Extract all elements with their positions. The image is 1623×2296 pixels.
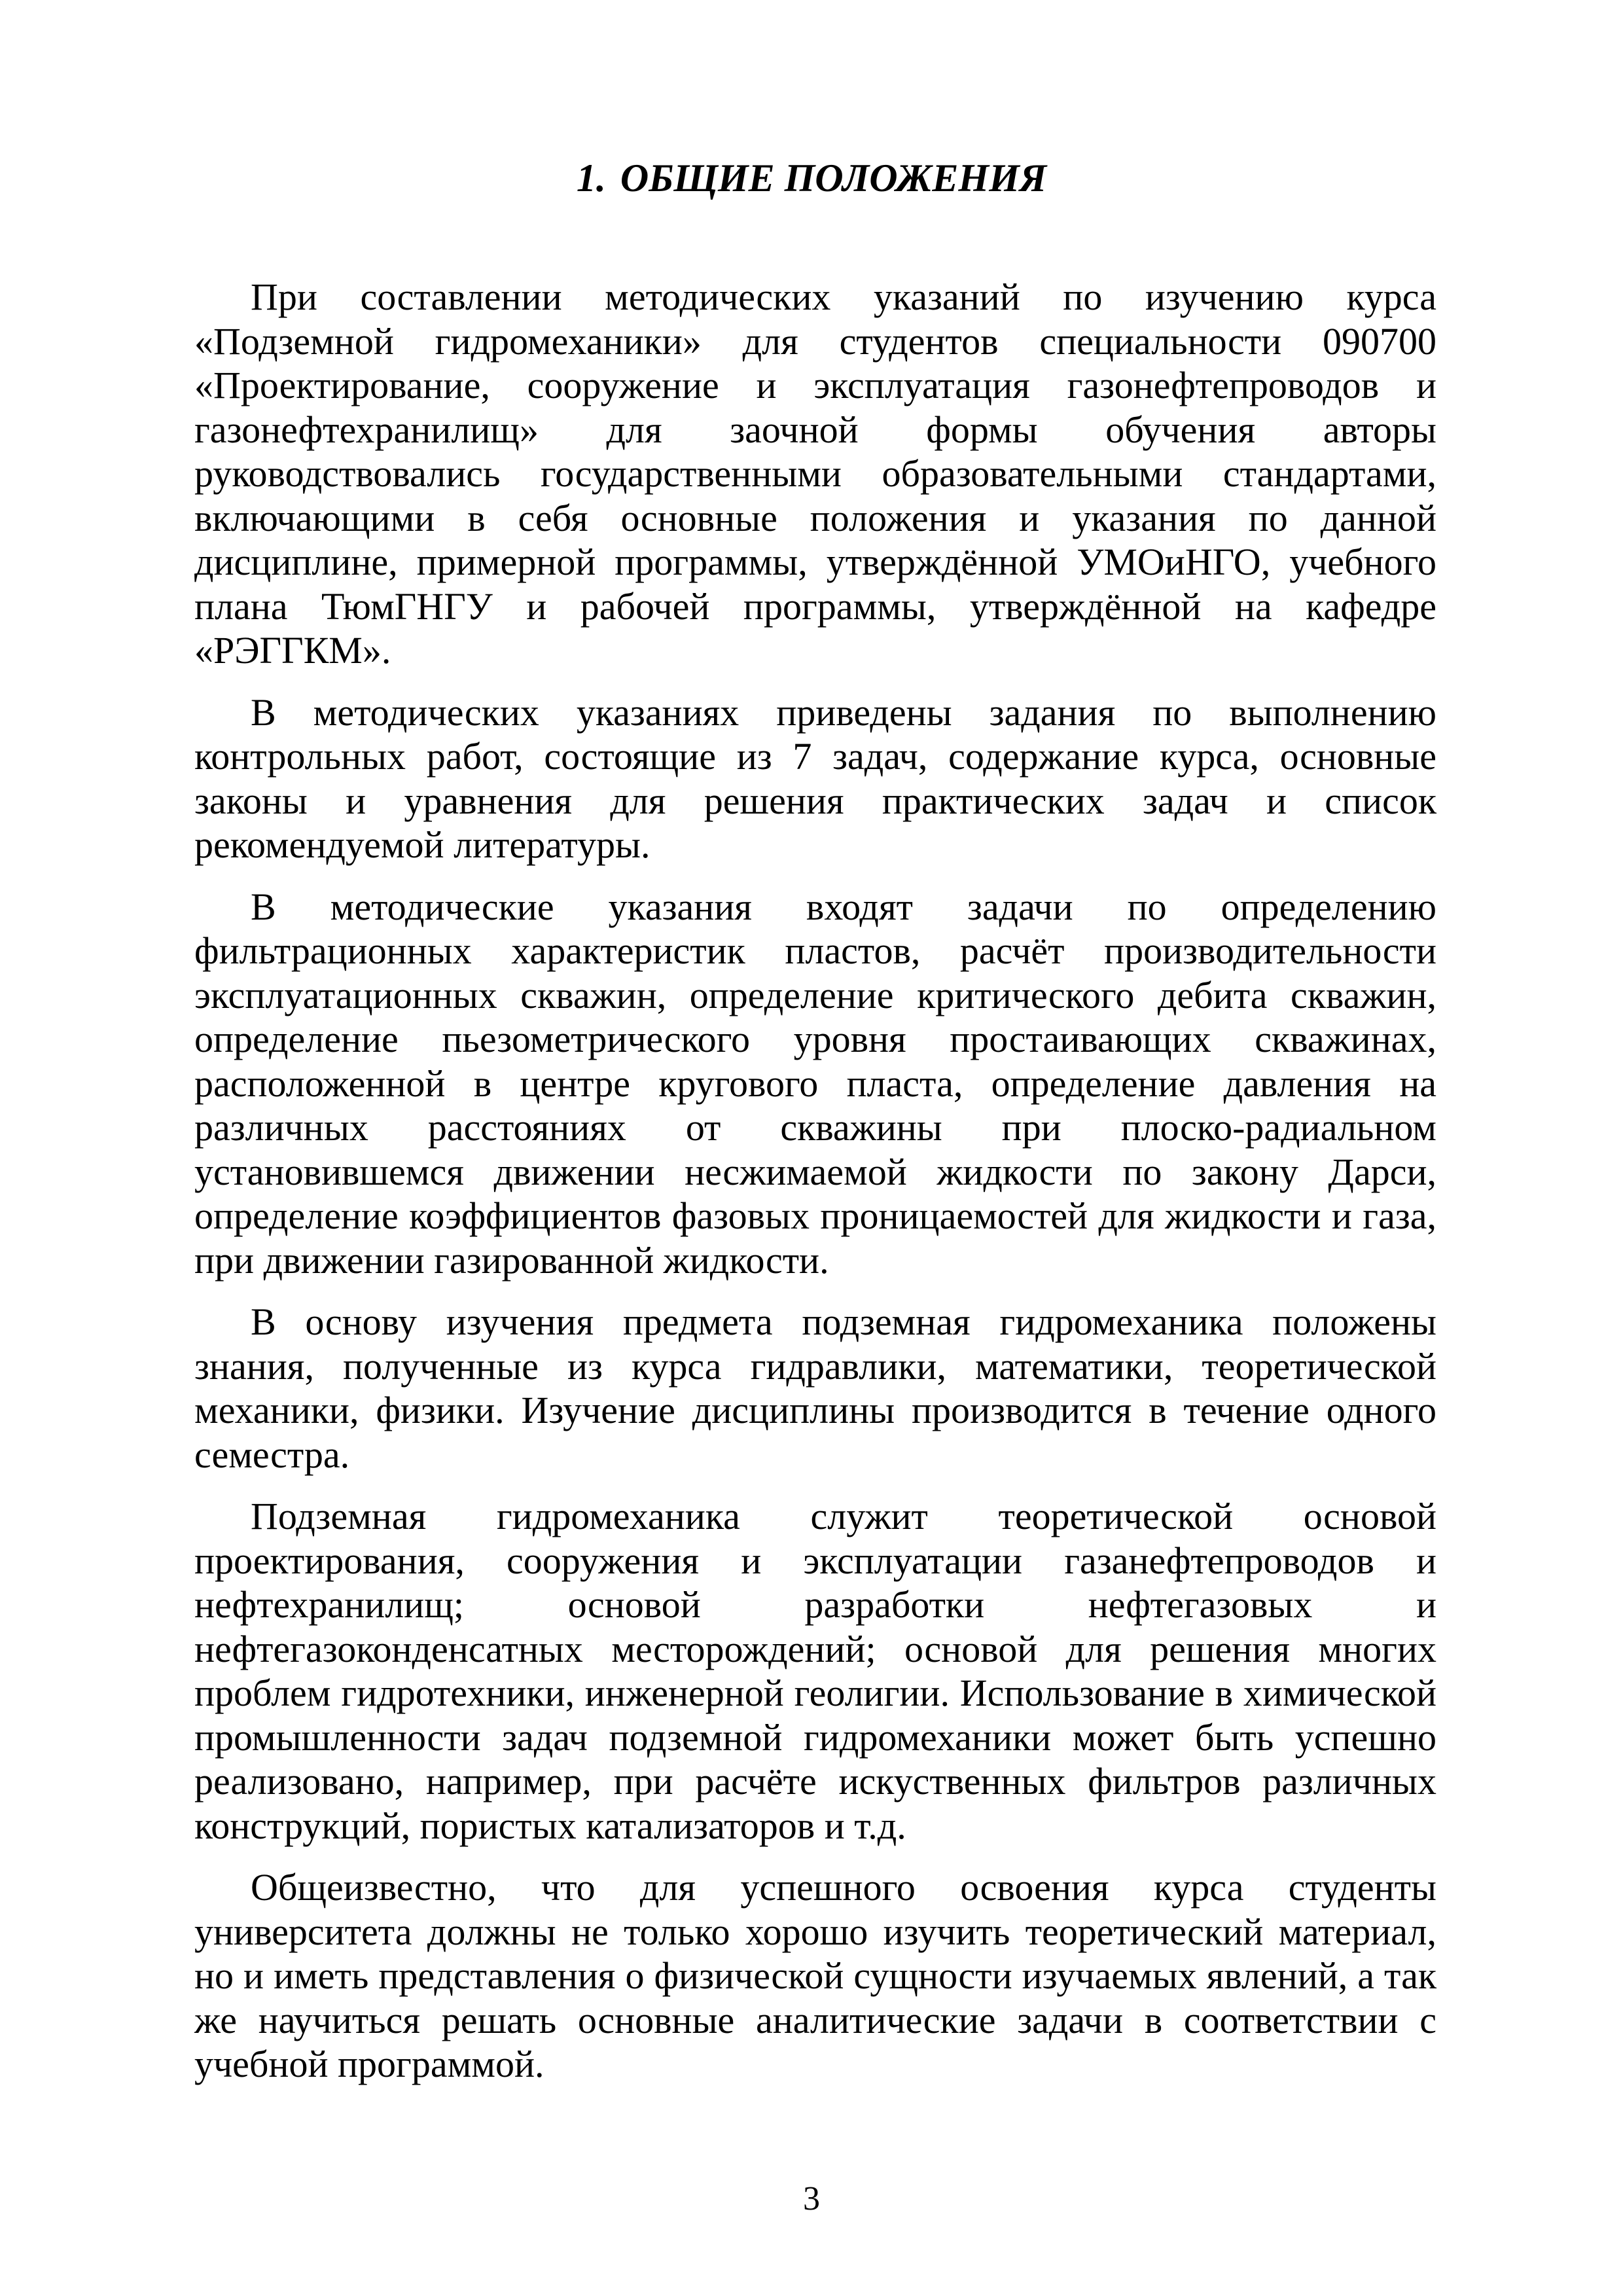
paragraph-4: В основу изучения предмета подземная гидромеханика положены знания, полученные из курса гидравлики, математики, теоретической механики, физики. Изучение дисциплины производится в течение одного семестра. — [194, 1300, 1436, 1476]
paragraph-3: В методические указания входят задачи по определению фильтрационных характеристик пластов, расчёт производительности эксплуатационных скважин, определение критического дебита скважин, определение пьезометрического уровня простаивающих скважинах, расположенной в центре кругового пласта, определение давления на различных расстояниях от скважины при плоско-радиальном установившемся движении несжимаемой жидкости по закону Дарси, определение коэффициентов фазовых проницаемостей для жидкости и газа, при движении газированной жидкости. — [194, 885, 1436, 1282]
paragraph-5: Подземная гидромеханика служит теоретической основой проектирования, сооружения и эксплуатации газанефтепроводов и нефтехранилищ; основой разработки нефтегазовых и нефтегазоконденсатных месторождений; основой для решения многих проблем гидротехники, инженерной геолигии. Использование в химической промышленности задач подземной гидромеханики может быть успешно реализовано, например, при расчёте искуственных фильтров различных конструкций, пористых катализаторов и т.д. — [194, 1495, 1436, 1847]
paragraph-1: При составлении методических указаний по изучению курса «Подземной гидромеханики» для студентов специальности 090700 «Проектирование, сооружение и эксплуатация газонефтепроводов и газонефтехранилищ» для заочной формы обучения авторы руководствовались государственными образовательными стандартами, включающими в себя основные положения и указания по данной дисциплине, примерной программы, утверждённой УМОиНГО, учебного плана ТюмГНГУ и рабочей программы, утверждённой на кафедре «РЭГГКМ». — [194, 276, 1436, 672]
paragraph-6: Общеизвестно, что для успешного освоения курса студенты университета должны не только хорошо изучить теоретический материал, но и иметь представления о физической сущности изучаемых явлений, а так же научиться решать основные аналитические задачи в соответствии с учебной программой. — [194, 1866, 1436, 2085]
paragraph-2: В методических указаниях приведены задания по выполнению контрольных работ, состоящие из 7 задач, содержание курса, основные законы и уравнения для решения практических задач и список рекомендуемой литературы. — [194, 691, 1436, 866]
page-number: 3 — [803, 2180, 820, 2217]
body-text — [194, 275, 1436, 2104]
section-title: ОБЩИЕ ПОЛОЖЕНИЯ — [620, 156, 1047, 200]
section-heading — [0, 152, 1623, 204]
section-number: 1. — [576, 156, 606, 200]
